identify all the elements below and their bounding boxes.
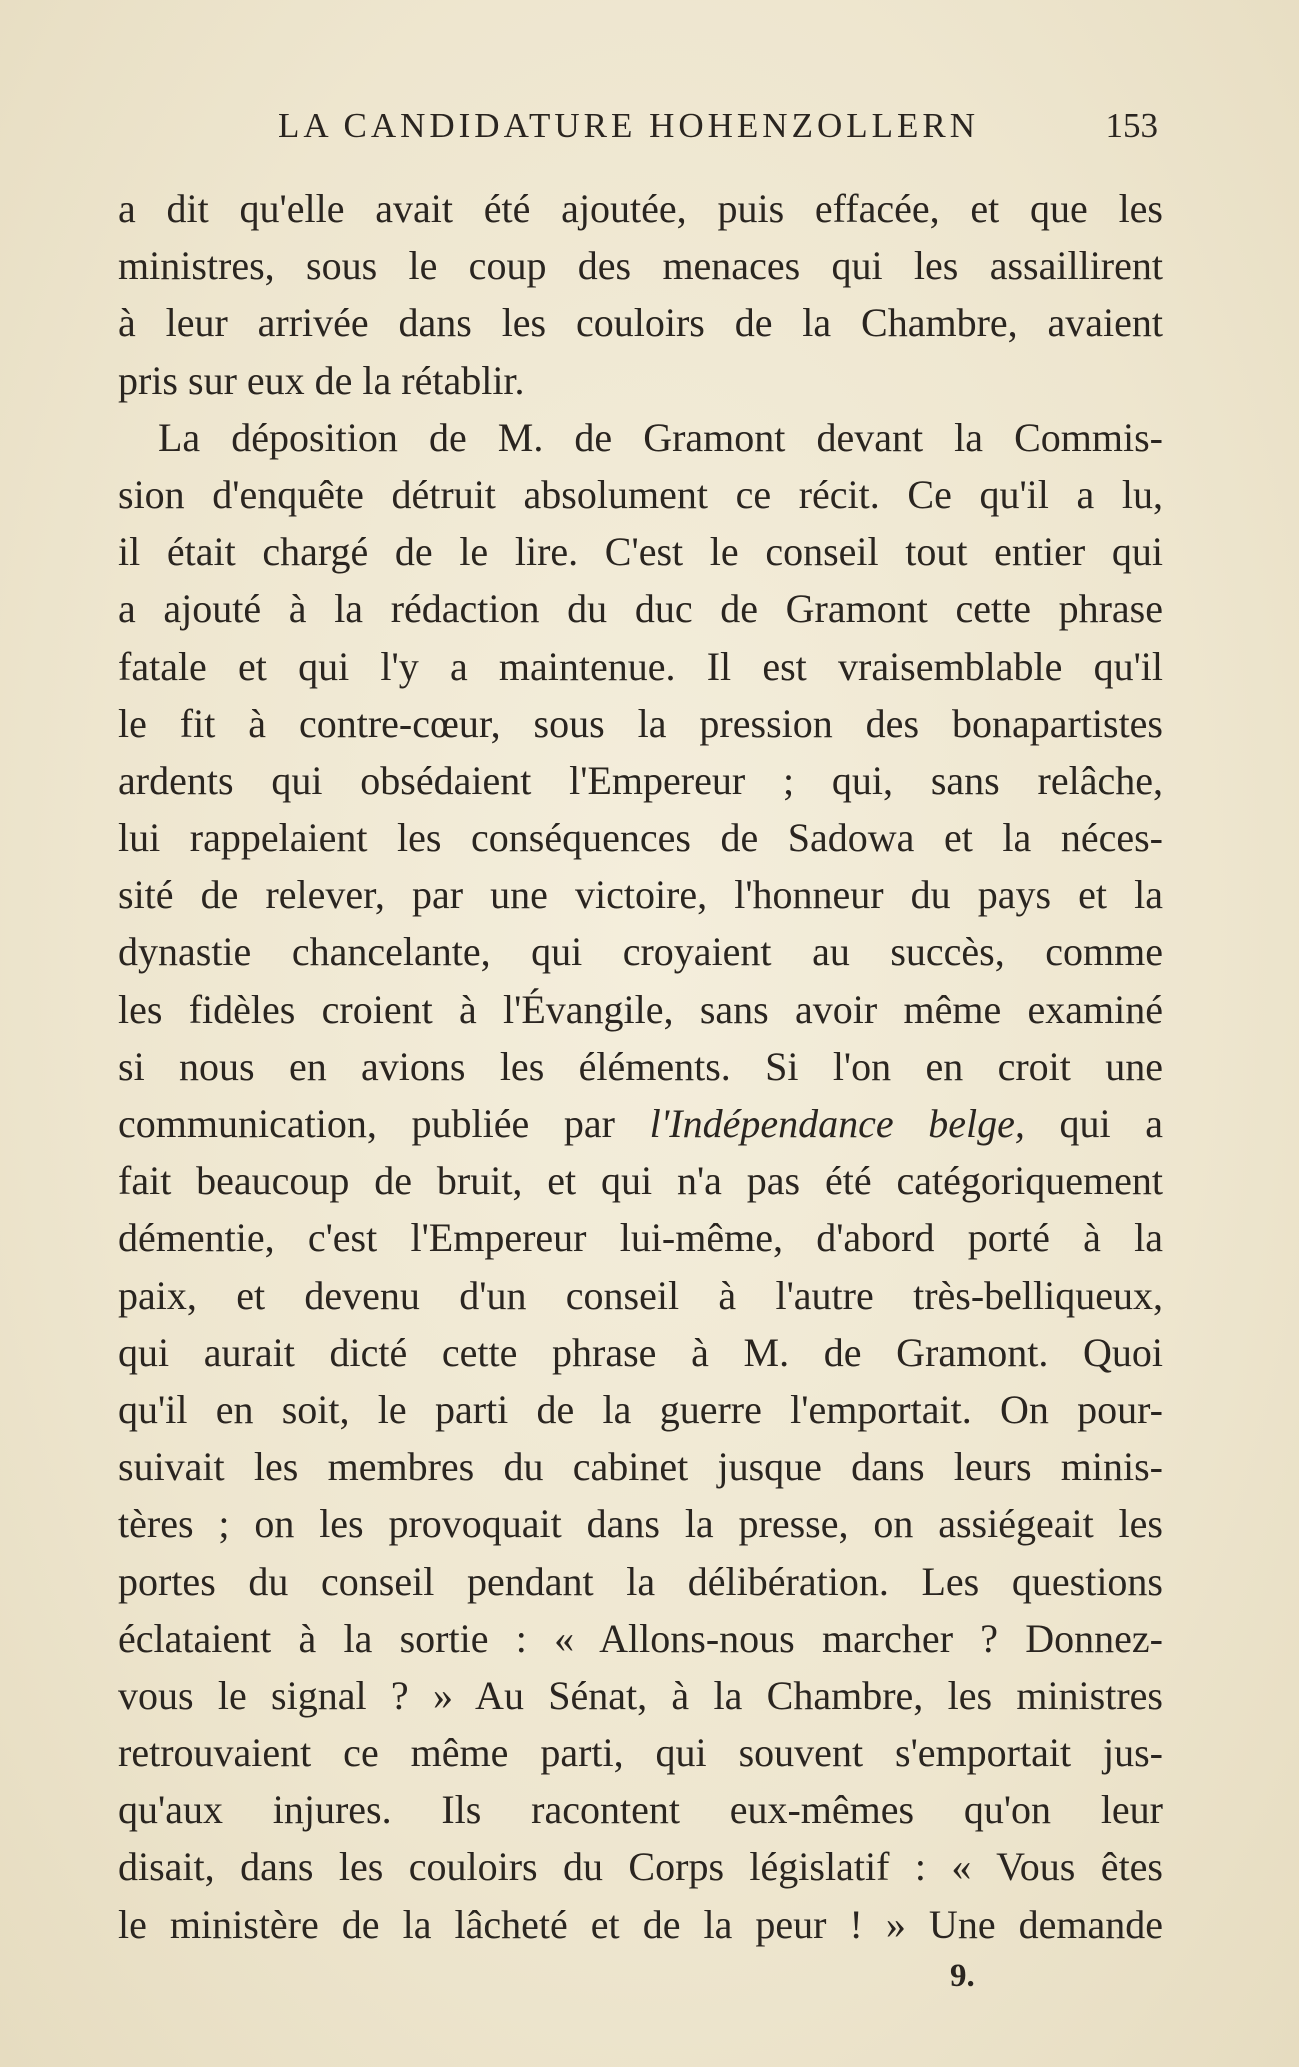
text-line: a dit qu'elle avait été ajoutée, puis effacée, et que les bbox=[118, 186, 1163, 231]
text-line: si nous en avions les éléments. Si l'on en croit une bbox=[118, 1043, 1163, 1089]
text-line: le ministère de la lâcheté et de la peur ! » Une demande bbox=[118, 1901, 1163, 1947]
text-line: qu'il en soit, le parti de la guerre l'emportait. On pour- bbox=[118, 1386, 1163, 1432]
text-line: les fidèles croient à l'Évangile, sans avoir même examiné bbox=[118, 986, 1163, 1032]
italic-title: l'Indépendance belge, bbox=[649, 1101, 1025, 1146]
page-header bbox=[118, 100, 1158, 156]
text-line: démentie, c'est l'Empereur lui-même, d'abord porté à la bbox=[118, 1215, 1163, 1261]
text-line: fait beaucoup de bruit, et qui n'a pas été catégoriquement bbox=[118, 1158, 1163, 1204]
text-line: qu'aux injures. Ils racontent eux-mêmes qu'on leur bbox=[118, 1787, 1163, 1833]
text-line: disait, dans les couloirs du Corps législatif : « Vous êtes bbox=[118, 1844, 1163, 1890]
running-title: LA CANDIDATURE HOHENZOLLERN bbox=[278, 106, 980, 145]
page-number: 153 bbox=[1105, 106, 1158, 145]
text-line: sion d'enquête détruit absolument ce récit. Ce qu'il a lu, bbox=[118, 471, 1163, 517]
signature-mark: 9. bbox=[950, 1958, 975, 1994]
text-line: portes du conseil pendant la délibération. Les questions bbox=[118, 1558, 1163, 1604]
text-line: tères ; on les provoquait dans la presse, on assiégeait les bbox=[118, 1501, 1163, 1547]
text-line-with-italic bbox=[118, 1095, 1163, 1152]
text-line: vous le signal ? » Au Sénat, à la Chambre, les ministres bbox=[118, 1672, 1163, 1718]
text-line: La déposition de M. de Gramont devant la Commis- bbox=[158, 414, 1163, 460]
text-line: le fit à contre-cœur, sous la pression des bonapartistes bbox=[118, 700, 1163, 746]
text-line: sité de relever, par une victoire, l'honneur du pays et la bbox=[118, 872, 1163, 918]
text-segment: communication, publiée par bbox=[118, 1101, 615, 1146]
text-line: ministres, sous le coup des menaces qui les assaillirent bbox=[118, 243, 1163, 289]
text-line: ardents qui obsédaient l'Empereur ; qui, sans relâche, bbox=[118, 757, 1163, 803]
text-line: paix, et devenu d'un conseil à l'autre très-belliqueux, bbox=[118, 1272, 1163, 1318]
text-segment: qui a bbox=[1059, 1101, 1163, 1146]
text-line: a ajouté à la rédaction du duc de Gramont cette phrase bbox=[118, 586, 1163, 632]
text-line: lui rappelaient les conséquences de Sadowa et la néces- bbox=[118, 815, 1163, 861]
text-line: éclataient à la sortie : « Allons-nous marcher ? Donnez- bbox=[118, 1615, 1163, 1661]
body-text bbox=[118, 180, 1163, 1953]
text-line: qui aurait dicté cette phrase à M. de Gramont. Quoi bbox=[118, 1329, 1163, 1375]
text-line: à leur arrivée dans les couloirs de la Chambre, avaient bbox=[118, 300, 1163, 346]
text-line: retrouvaient ce même parti, qui souvent s'emportait jus- bbox=[118, 1730, 1163, 1776]
text-line: suivait les membres du cabinet jusque dans leurs minis- bbox=[118, 1444, 1163, 1490]
text-line: pris sur eux de la rétablir. bbox=[118, 357, 525, 403]
text-line: il était chargé de le lire. C'est le conseil tout entier qui bbox=[118, 529, 1163, 575]
text-line: dynastie chancelante, qui croyaient au succès, comme bbox=[118, 929, 1163, 975]
text-line: fatale et qui l'y a maintenue. Il est vraisemblable qu'il bbox=[118, 643, 1163, 689]
